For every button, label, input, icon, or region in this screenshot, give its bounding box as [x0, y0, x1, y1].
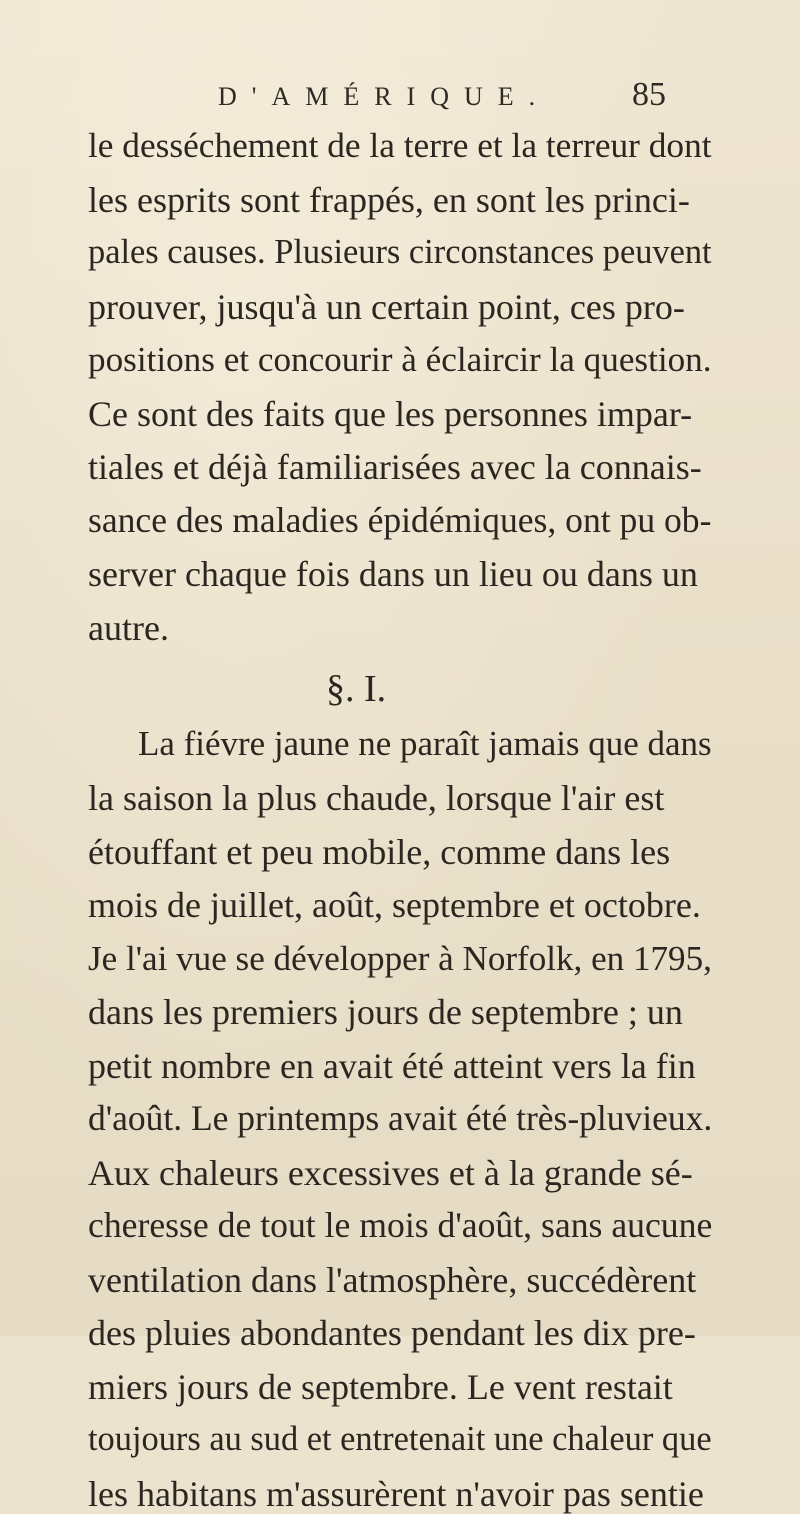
text-line: Aux chaleurs excessives et à la grande sé- — [88, 1152, 693, 1193]
page-header — [218, 76, 666, 122]
text-line: la saison la plus chaude, lorsque l'air est — [88, 778, 665, 818]
text-line: les habitans m'assurèrent n'avoir pas sentie — [88, 1473, 704, 1514]
text-line: petit nombre en avait été atteint vers la fin — [88, 1045, 696, 1086]
text-line: sance des maladies épidémiques, ont pu ob- — [88, 499, 712, 540]
text-line: d'août. Le printemps avait été très-pluvieux. — [88, 1098, 713, 1138]
text-line: server chaque fois dans un lieu ou dans un — [88, 554, 698, 594]
text-line: étouffant et peu mobile, comme dans les — [88, 831, 671, 872]
text-line: des pluies abondantes pendant les dix pre- — [88, 1313, 696, 1353]
text-line: positions et concourir à éclaircir la question. — [88, 340, 712, 379]
text-line: miers jours de septembre. Le vent restait — [88, 1366, 673, 1407]
text-line: toujours au sud et entretenait une chaleur que — [88, 1420, 712, 1458]
text-line: ventilation dans l'atmosphère, succédèrent — [88, 1259, 697, 1300]
text-line: les esprits sont frappés, en sont les princi- — [88, 179, 690, 220]
text-line: pales causes. Plusieurs circonstances peuvent — [88, 233, 712, 271]
page-number: 85 — [632, 76, 666, 113]
text-line: mois de juillet, août, septembre et octobre. — [88, 885, 701, 925]
text-line: cheresse de tout le mois d'août, sans aucune — [88, 1205, 713, 1245]
text-line: dans les premiers jours de septembre ; un — [88, 992, 683, 1032]
text-line: Ce sont des faits que les personnes impar- — [88, 393, 693, 434]
running-head: D'AMÉRIQUE. — [218, 82, 551, 111]
text-line: La fiévre jaune ne paraît jamais que dans — [138, 723, 712, 763]
text-line: Je l'ai vue se développer à Norfolk, en 1795, — [88, 938, 712, 978]
text-line: autre. — [88, 607, 169, 648]
text-line: prouver, jusqu'à un certain point, ces pro- — [88, 286, 685, 327]
text-line: tiales et déjà familiarisées avec la connais- — [88, 447, 702, 487]
section-heading: §. I. — [326, 668, 387, 710]
text-line: le desséchement de la terre et la terreur dont — [88, 126, 712, 165]
